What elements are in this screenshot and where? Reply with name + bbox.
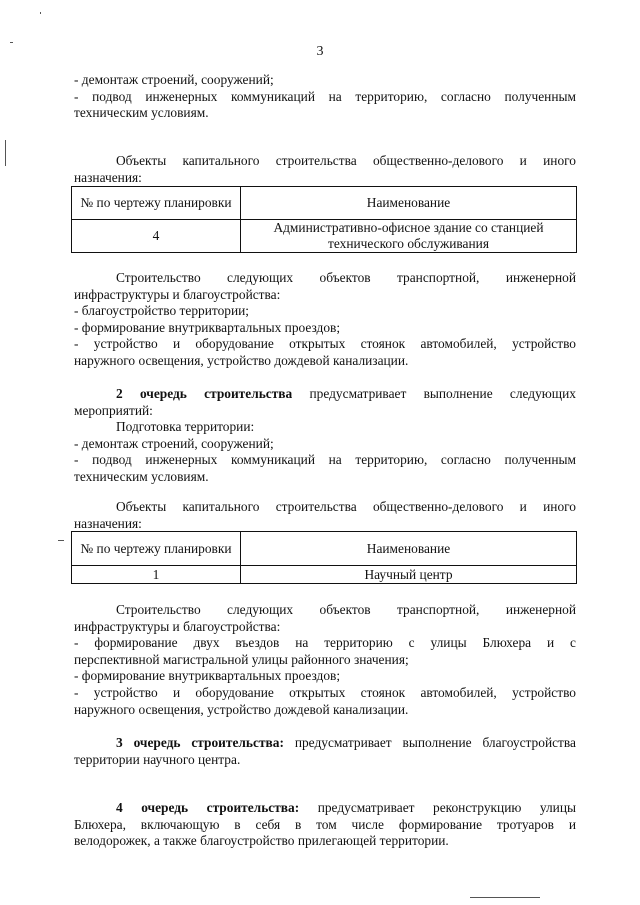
table-cell: Административно-офисное здание со станцией технического обслуживания	[241, 220, 577, 253]
table-cell: Научный центр	[241, 566, 577, 584]
sec1-objects-table	[71, 186, 577, 253]
table-header-row	[72, 187, 577, 220]
table-header-row	[72, 532, 577, 566]
list-item: техническим условиям.	[74, 105, 209, 121]
stage-title: 3 очередь строительства:	[116, 735, 284, 750]
sec3-paragraph: 3 очередь строительства: предусматривает выполнение благоустройства территории научного центра.	[74, 735, 577, 767]
scan-speck	[10, 42, 13, 43]
scan-mark	[470, 897, 540, 898]
list-item: - устройство и оборудование открытых стоянок автомобилей, устройство	[74, 684, 576, 700]
table-cell: 4	[72, 220, 241, 253]
sec1-objects-intro: Объекты капитального строительства общественно-делового и иного назначения:	[74, 153, 576, 185]
sec2-objects-intro: Объекты капитального строительства общественно-делового и иного назначения:	[74, 499, 576, 531]
scan-speck	[40, 12, 41, 14]
page-number: 3	[316, 44, 324, 59]
sec2-objects-table	[71, 531, 577, 584]
table-header-cell: № по чертежу планировки	[72, 532, 241, 566]
subheading: Подготовка территории:	[116, 419, 255, 435]
list-item: - демонтаж строений, сооружений;	[74, 435, 274, 451]
table-row	[72, 566, 577, 584]
list-item: - формирование двух въездов на территорию с улицы Блюхера и с	[74, 635, 576, 651]
table-row	[72, 220, 577, 253]
scan-mark	[5, 140, 6, 166]
list-item: - устройство и оборудование открытых стоянок автомобилей, устройство	[74, 336, 576, 352]
list-item: - благоустройство территории;	[74, 303, 250, 319]
list-item: - формирование внутриквартальных проездов;	[74, 668, 341, 684]
sec2-heading: 2 очередь строительства предусматривает выполнение следующих мероприятий: Подготовка территории: - демонтаж строений, сооружений; - подвод инженерных коммуникаций на территорию, согласно полученным техническим условиям.	[74, 386, 576, 484]
stage-title: 2 очередь строительства	[116, 386, 293, 401]
list-item: - формирование внутриквартальных проездов;	[74, 319, 341, 335]
sec1-preparation-list	[74, 72, 576, 122]
stage-title: 4 очередь строительства:	[116, 800, 300, 815]
sec1-infrastructure: Строительство следующих объектов транспортной, инженерной инфраструктуры и благоустройства: - благоустройство территории; - формирование внутриквартальных проездов; - устройство и оборудование открытых стоянок автомобилей, устройство наружного освещения, устройство дождевой канализации.	[74, 270, 576, 368]
list-item: - демонтаж строений, сооружений;	[74, 72, 274, 87]
table-header-cell: Наименование	[241, 187, 577, 220]
list-item: техническим условиям.	[74, 468, 209, 484]
sec4-paragraph: 4 очередь строительства: предусматривает реконструкцию улицы Блюхера, включающую в себя в том числе формирование тротуаров и велодорожек, а также благоустройство прилегающей территории.	[74, 800, 576, 849]
list-item: - подвод инженерных коммуникаций на территорию, согласно полученным	[74, 88, 576, 104]
table-header-cell: Наименование	[241, 532, 577, 566]
scan-speck	[58, 540, 64, 541]
sec2-infrastructure: Строительство следующих объектов транспортной, инженерной инфраструктуры и благоустройства: - формирование двух въездов на территорию с улицы Блюхера и с перспективной магистральной улицы районного значения; - формирование внутриквартальных проездов; - устройство и оборудование открытых стоянок автомобилей, устройство наружного освещения, устройство дождевой канализации.	[74, 602, 576, 717]
table-header-cell: № по чертежу планировки	[72, 187, 241, 220]
table-cell: 1	[72, 566, 241, 584]
list-item: - подвод инженерных коммуникаций на территорию, согласно полученным	[74, 452, 576, 468]
